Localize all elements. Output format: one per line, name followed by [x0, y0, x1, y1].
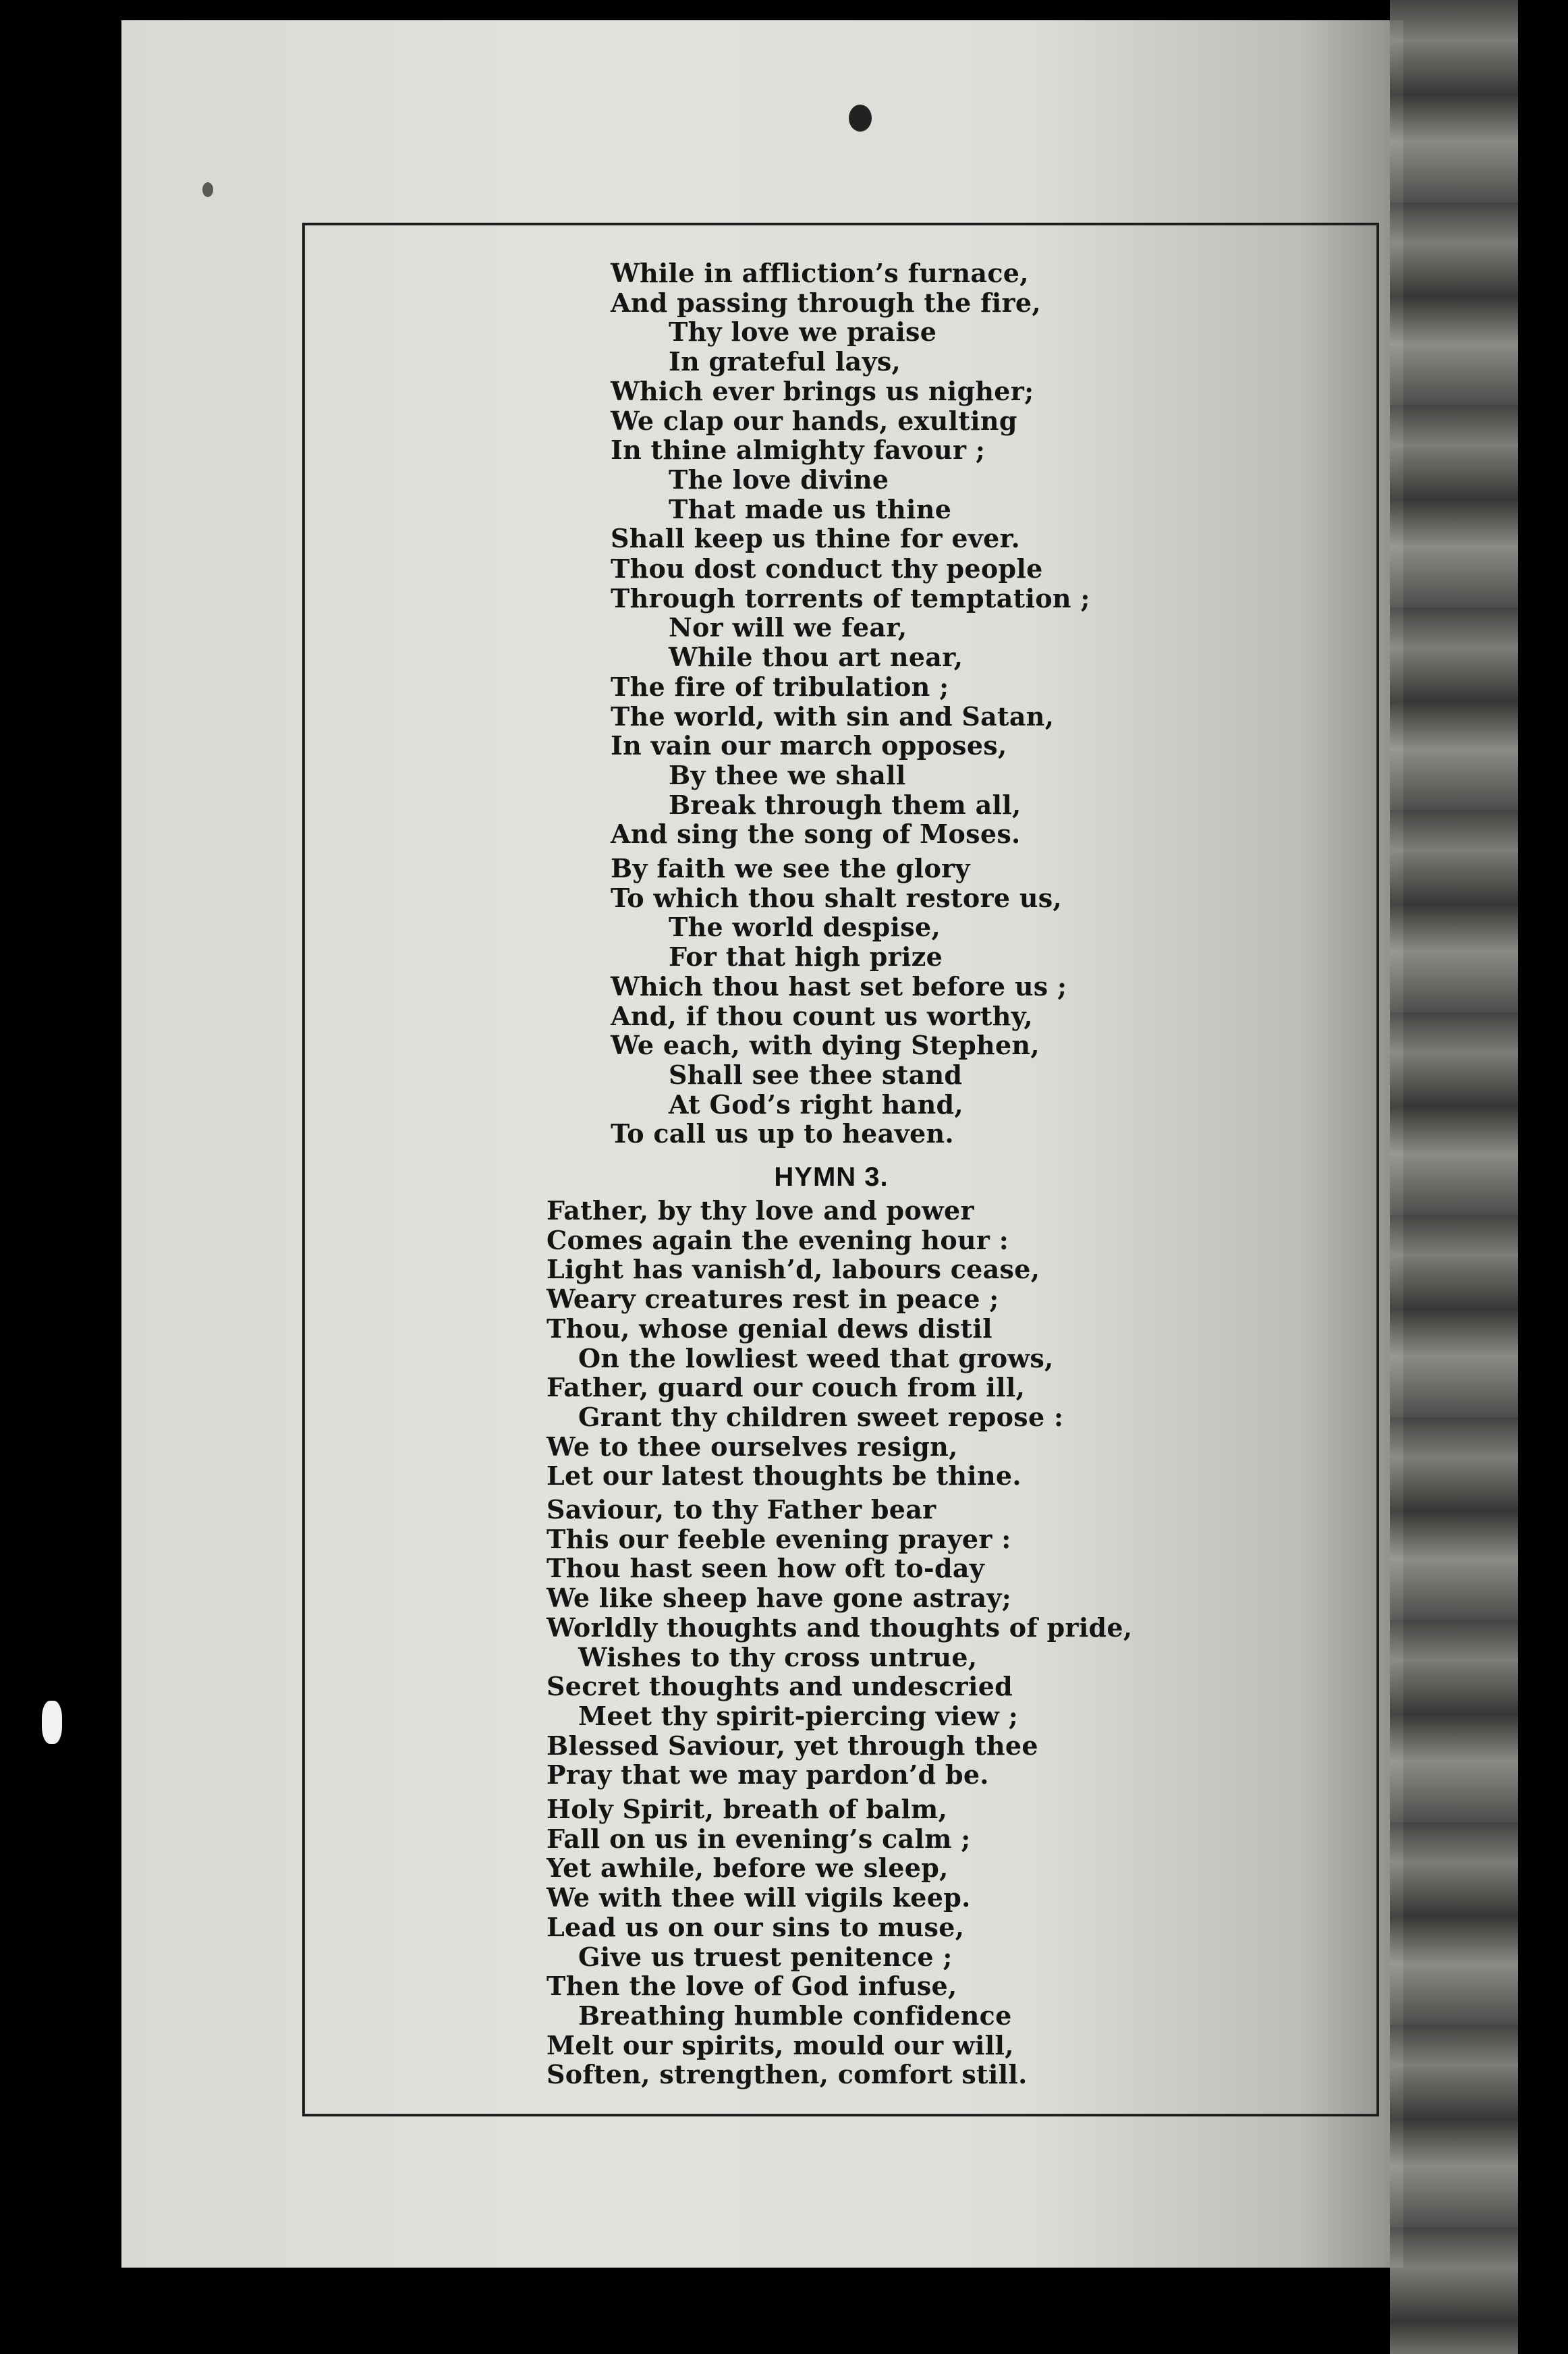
verse-line: To which thou shalt restore us, — [611, 882, 1062, 913]
verse-line: Give us truest penitence ; — [578, 1941, 953, 1972]
hymn3-stanza-1 — [547, 1196, 1063, 1491]
verse-line: At God’s right hand, — [669, 1089, 963, 1120]
verse-line: Which thou hast set before us ; — [611, 970, 1067, 1002]
hymn2-stanza-2 — [611, 554, 1090, 849]
verse-line: In vain our march opposes, — [611, 730, 1007, 761]
verse-line: Father, by thy love and power — [547, 1195, 974, 1226]
verse-line: We to thee ourselves resign, — [547, 1431, 958, 1462]
verse-line: Comes again the evening hour : — [547, 1224, 1009, 1255]
verse-line: Thou hast seen how oft to-day — [547, 1553, 985, 1584]
verse-line: Let our latest thoughts be thine. — [547, 1460, 1021, 1491]
verse-line: Grant thy children sweet repose : — [578, 1401, 1064, 1432]
verse-line: Through torrents of temptation ; — [611, 582, 1090, 613]
verse-line: This our feeble evening prayer : — [547, 1523, 1011, 1554]
verse-line: The world, with sin and Satan, — [611, 701, 1055, 732]
verse-line: On the lowliest weed that grows, — [578, 1342, 1054, 1373]
verse-line: Meet thy spirit-piercing view ; — [578, 1700, 1019, 1731]
verse-line: And passing through the fire, — [611, 287, 1041, 318]
ink-blot — [42, 1701, 62, 1744]
verse-line: Thy love we praise — [669, 317, 937, 348]
verse-line: Nor will we fear, — [669, 612, 907, 643]
verse-line: Breathing humble confidence — [578, 2000, 1012, 2031]
verse-line: Father, guard our couch from ill, — [547, 1372, 1026, 1403]
verse-line: While in affliction’s furnace, — [611, 258, 1029, 288]
hymn2-stanza-3 — [611, 854, 1067, 1149]
verse-line: Which ever brings us nigher; — [611, 375, 1034, 406]
hymn3-stanza-2 — [547, 1495, 1132, 1790]
verse-line: Then the love of God infuse, — [547, 1971, 957, 2002]
hymn3-heading: HYMN 3. — [774, 1162, 889, 1192]
verse-line: And sing the song of Moses. — [611, 819, 1021, 850]
verse-line: Melt our spirits, mould our will, — [547, 2029, 1014, 2060]
verse-line: That made us thine — [669, 493, 952, 524]
verse-line: Soften, strengthen, comfort still. — [547, 2059, 1028, 2090]
hymn2-stanza-1 — [611, 258, 1041, 553]
verse-line: And, if thou count us worthy, — [611, 1000, 1033, 1031]
verse-line: Blessed Saviour, yet through thee — [547, 1730, 1038, 1761]
verse-line: Weary creatures rest in peace ; — [547, 1284, 999, 1315]
verse-line: Thou dost conduct thy people — [611, 553, 1043, 584]
verse-line: Worldly thoughts and thoughts of pride, — [547, 1612, 1133, 1643]
verse-line: Yet awhile, before we sleep, — [547, 1853, 949, 1884]
verse-line: The world despise, — [669, 912, 941, 943]
verse-line: Fall on us in evening’s calm ; — [547, 1823, 971, 1854]
verse-line: In thine almighty favour ; — [611, 435, 986, 466]
verse-line: Wishes to thy cross untrue, — [578, 1641, 978, 1672]
verse-line: For that high prize — [669, 941, 943, 973]
verse-line: Holy Spirit, breath of balm, — [547, 1794, 948, 1824]
ink-blot — [202, 182, 213, 197]
verse-line: Break through them all, — [669, 789, 1021, 820]
verse-line: To call us up to heaven. — [611, 1118, 954, 1149]
verse-line: We with thee will vigils keep. — [547, 1882, 971, 1913]
verse-line: Shall see thee stand — [669, 1059, 963, 1090]
verse-line: We clap our hands, exulting — [611, 405, 1017, 436]
verse-line: Pray that we may pardon’d be. — [547, 1759, 989, 1790]
verse-line: We like sheep have gone astray; — [547, 1583, 1012, 1614]
verse-line: Secret thoughts and undescried — [547, 1671, 1013, 1702]
verse-line: The love divine — [669, 464, 889, 495]
verse-line: Light has vanish’d, labours cease, — [547, 1254, 1040, 1285]
verse-line: While thou art near, — [669, 642, 963, 673]
verse-line: By faith we see the glory — [611, 853, 970, 883]
verse-line: Lead us on our sins to muse, — [547, 1911, 965, 1942]
verse-line: Thou, whose genial dews distil — [547, 1313, 992, 1344]
verse-line: We each, with dying Stephen, — [611, 1030, 1040, 1061]
ink-blot — [849, 105, 872, 132]
verse-line: The fire of tribulation ; — [611, 671, 949, 702]
verse-line: By thee we shall — [669, 759, 906, 790]
verse-line: In grateful lays, — [669, 346, 901, 377]
hymn3-stanza-3 — [547, 1795, 1028, 2089]
verse-line: Shall keep us thine for ever. — [611, 523, 1021, 554]
verse-line: Saviour, to thy Father bear — [547, 1494, 936, 1525]
